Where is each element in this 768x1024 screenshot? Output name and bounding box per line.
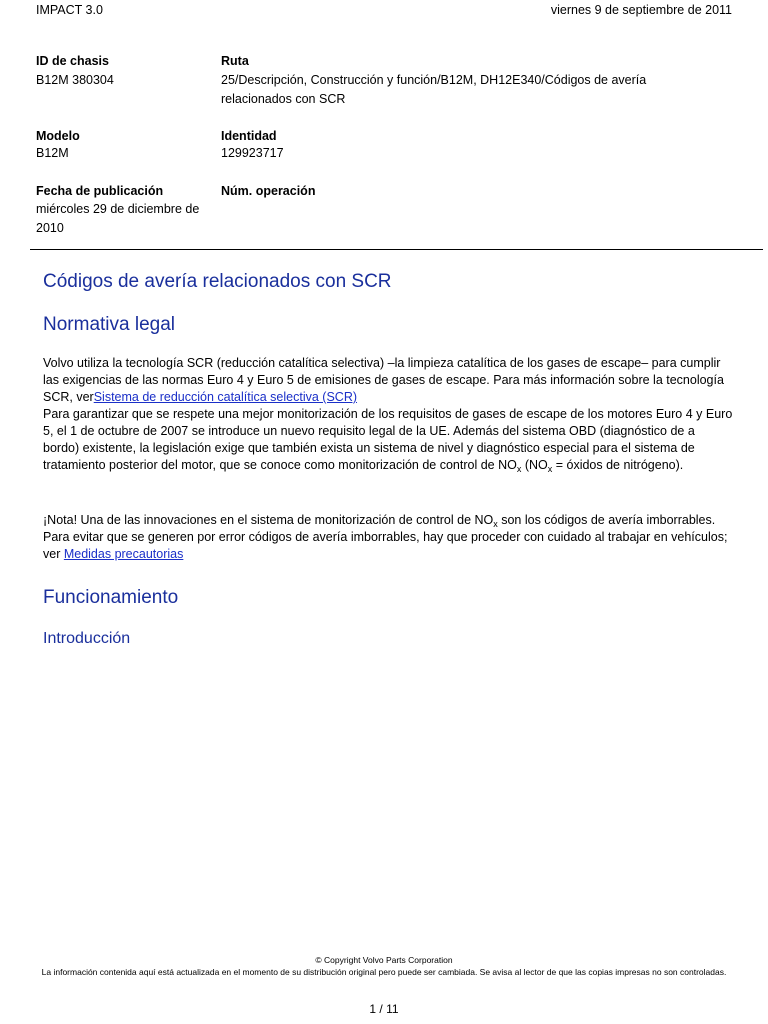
page-number: 1 / 11	[369, 1002, 399, 1016]
link-medidas-precautorias[interactable]: Medidas precautorias	[63, 547, 184, 561]
app-name: IMPACT 3.0	[36, 3, 103, 17]
opnum-block	[221, 182, 691, 201]
chassis-block	[36, 52, 212, 90]
paragraph-scr-intro	[43, 355, 733, 474]
link-scr-system[interactable]: Sistema de reducción catalítica selectiva (SCR)	[93, 390, 358, 404]
note-text-b: son los códigos de avería imborrables. Para evitar que se generen por error códigos de avería imborrables, hay que proceder con cuidado al trabajar en vehículos; ver	[43, 513, 728, 561]
chassis-label: ID de chasis	[36, 54, 109, 68]
route-value: 25/Descripción, Construcción y función/B12M, DH12E340/Códigos de avería relacionados con SCR	[221, 73, 647, 106]
copyright-notice: © Copyright Volvo Parts Corporation	[315, 955, 453, 965]
chassis-value: B12M 380304	[36, 73, 114, 87]
disclaimer-text: La información contenida aquí está actualizada en el momento de su distribución original pero puede ser cambiada. Se avisa al lector de que las copias impresas no son controladas.	[41, 967, 727, 977]
document-title: Códigos de avería relacionados con SCR	[43, 271, 392, 292]
print-date: viernes 9 de septiembre de 2011	[550, 3, 732, 17]
route-label: Ruta	[221, 54, 249, 68]
page-footer	[30, 954, 738, 978]
pubdate-block	[36, 182, 212, 238]
identity-block	[221, 127, 691, 163]
subsection-heading-introduccion: Introducción	[43, 630, 131, 647]
subscript-x: x	[547, 464, 553, 474]
pubdate-label: Fecha de publicación	[36, 184, 164, 198]
route-block	[221, 52, 691, 109]
note-text-a: ¡Nota! Una de las innovaciones en el sistema de monitorización de control de NO	[43, 513, 494, 527]
header-divider	[30, 249, 763, 250]
identity-label: Identidad	[221, 129, 277, 143]
paragraph-text: Volvo utiliza la tecnología SCR (reducción catalítica selectiva) –la limpieza catalítica de los gases de escape– para cumplir las exigencias de las normas Euro 4 y Euro 5 de emisiones de gases de escape. Para más información sobre la tecnología SCR, ver	[43, 356, 724, 404]
model-label: Modelo	[36, 129, 80, 143]
identity-value: 129923717	[221, 146, 284, 160]
subscript-x: x	[493, 519, 498, 529]
pubdate-value: miércoles 29 de diciembre de 2010	[36, 202, 200, 235]
paragraph-text-2c: = óxidos de nitrógeno).	[552, 458, 684, 472]
model-value: B12M	[36, 146, 69, 160]
section-heading-normativa: Normativa legal	[43, 314, 175, 335]
note-paragraph	[43, 512, 733, 563]
section-heading-funcionamiento: Funcionamiento	[43, 587, 179, 608]
model-block	[36, 127, 212, 163]
paragraph-text-2a: Para garantizar que se respete una mejor monitorización de los requisitos de gases de escape de los motores Euro 4 y Euro 5, el 1 de octubre de 2007 se introduce un nuevo requisito legal de la UE. Además del sistema OBD (diagnóstico de a bordo) existente, la legislación exige que también exista un sistema de nivel y diagnóstico especial para el sistema de tratamiento posterior del motor, que se conoce como monitorización de control de NO	[43, 407, 733, 472]
paragraph-text-2b: (NO	[521, 458, 548, 472]
opnum-label: Núm. operación	[221, 184, 316, 198]
subscript-x: x	[516, 464, 522, 474]
page-header	[36, 3, 732, 19]
